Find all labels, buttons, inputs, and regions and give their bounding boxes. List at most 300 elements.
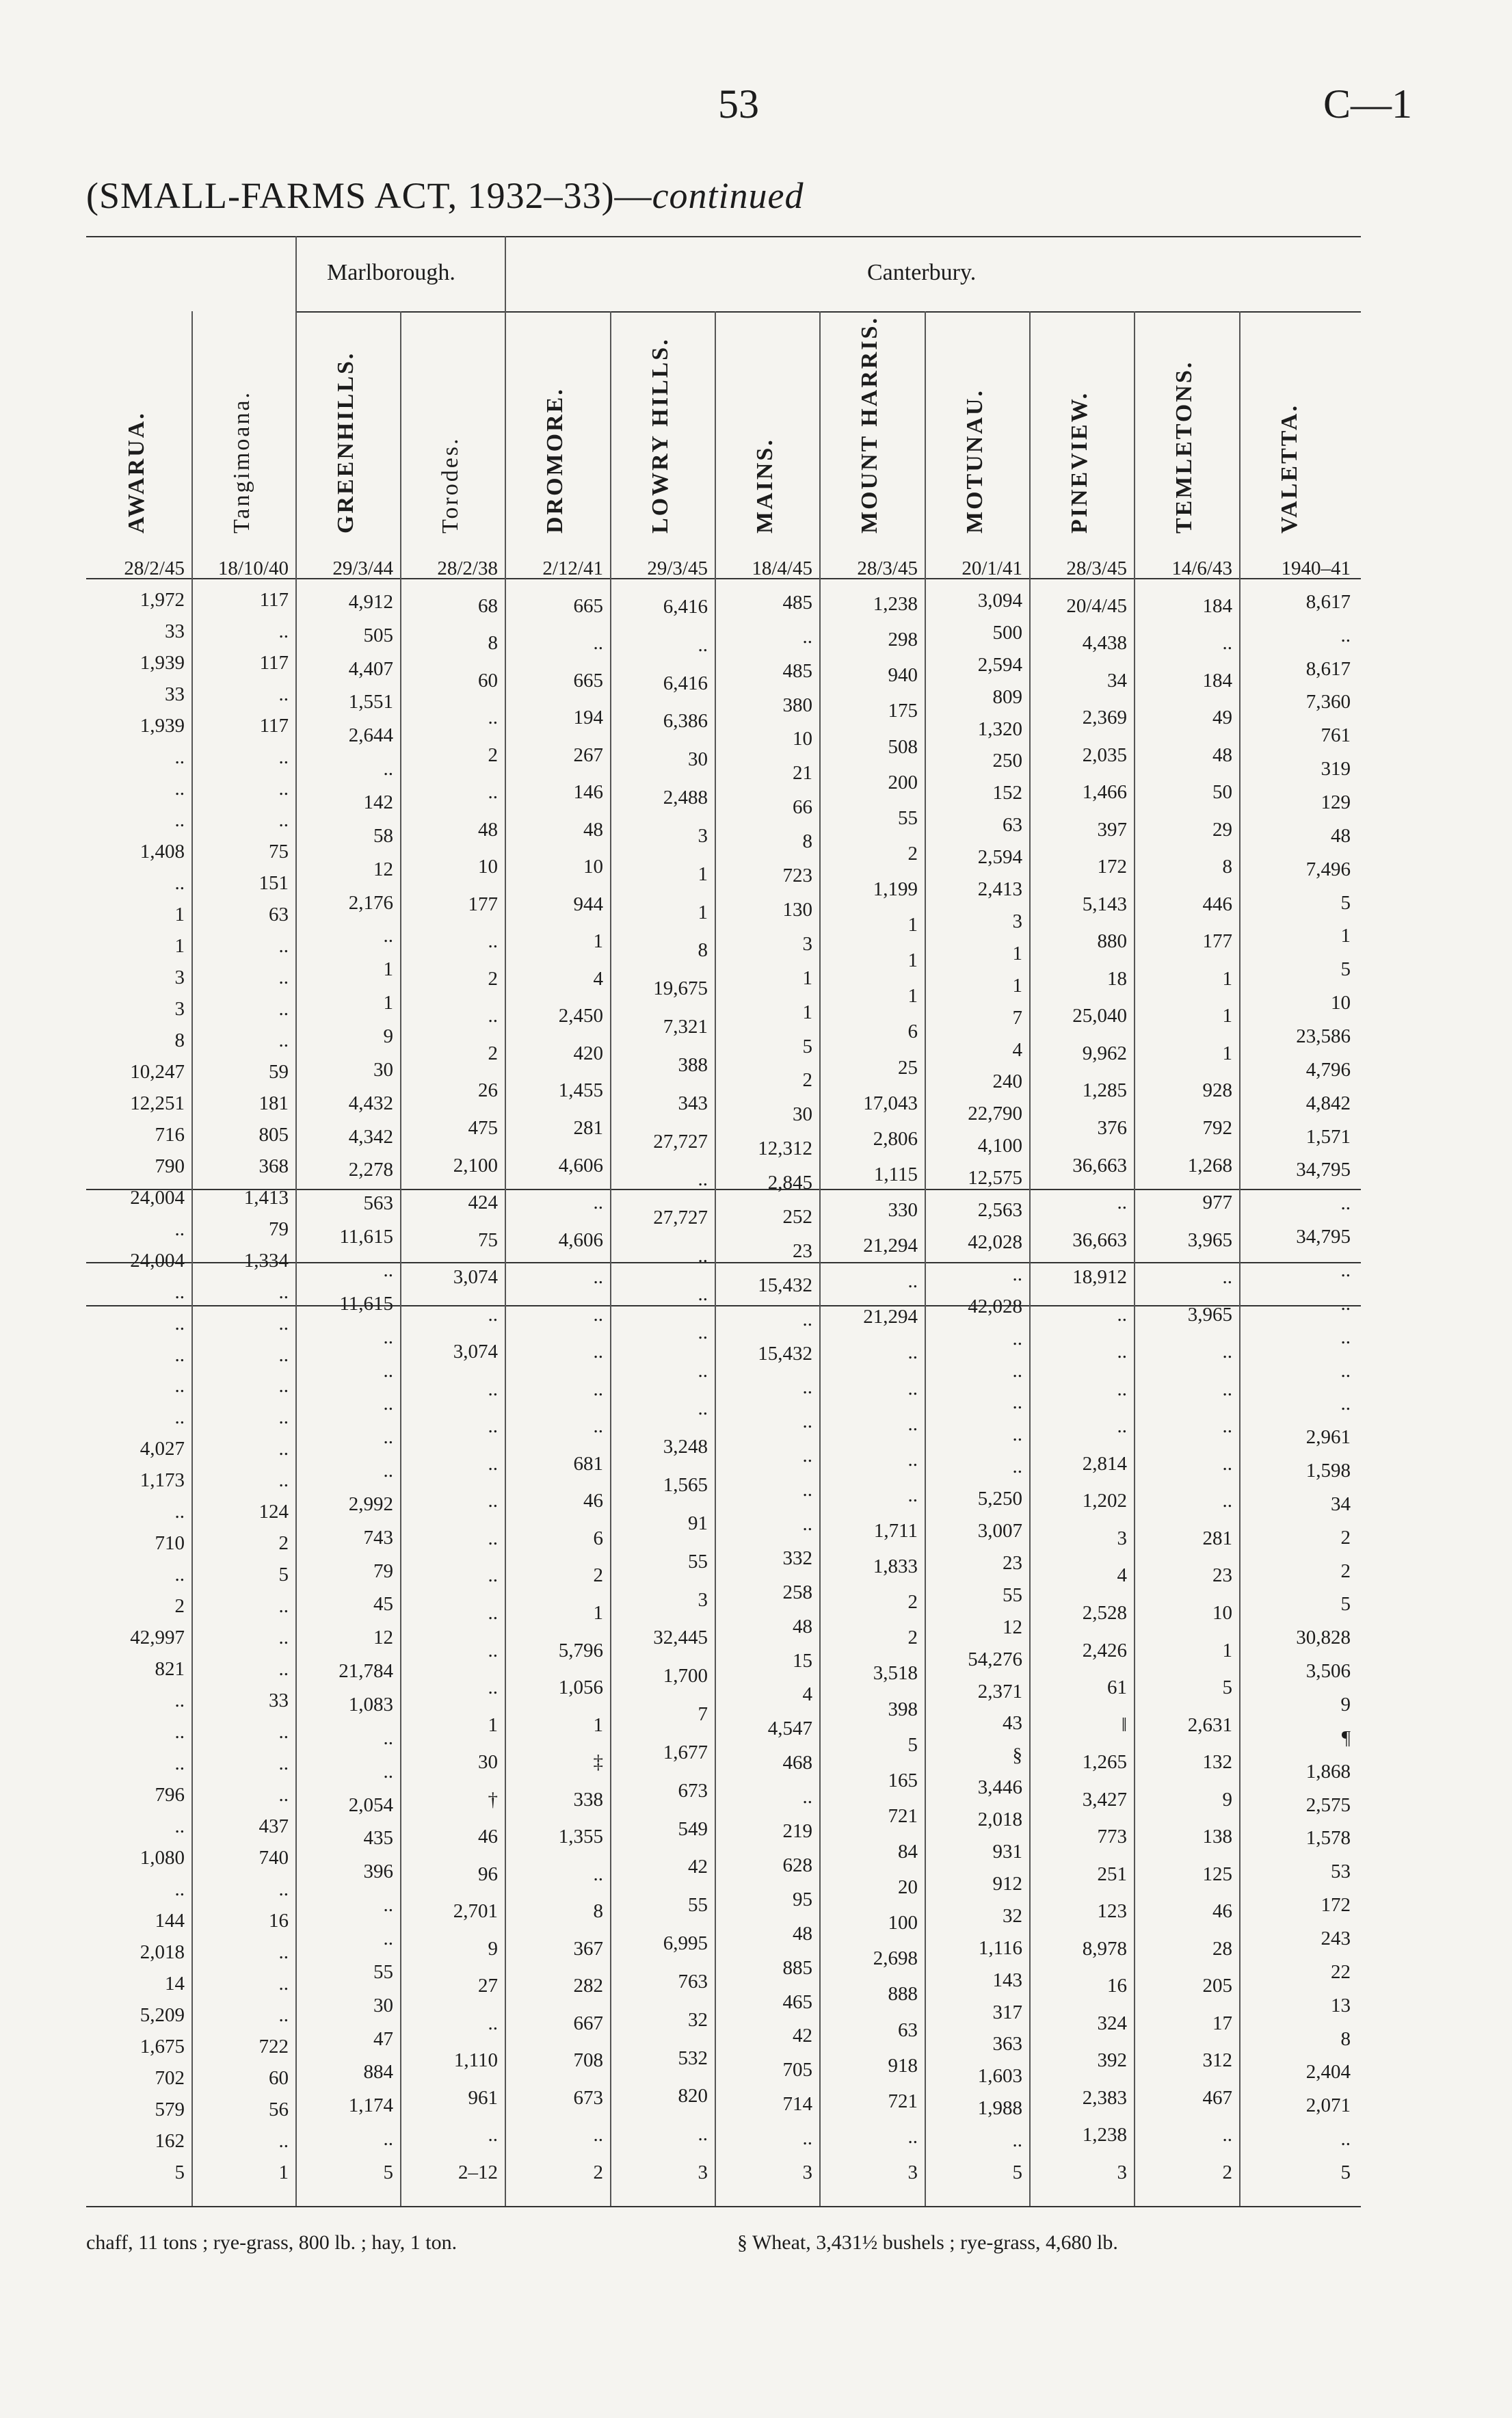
column-header-7: MOUNT HARRIS.: [857, 316, 882, 534]
table-cell: 4,100: [977, 1135, 1022, 1157]
table-cell: 61: [1107, 1677, 1127, 1698]
table-cell: 56: [269, 2099, 289, 2120]
table-cell: 2: [907, 1627, 918, 1648]
table-cell: 42,028: [968, 1231, 1022, 1253]
table-cell: 2: [488, 1042, 498, 1064]
table-cell: 3: [1117, 2161, 1127, 2183]
table-cell: 505: [363, 625, 393, 646]
table-cell: 4,842: [1305, 1092, 1351, 1114]
footnote-left: chaff, 11 tons ; rye-grass, 800 lb. ; hay, 1 ton.: [86, 2231, 457, 2254]
table-cell: 29/3/44: [332, 557, 393, 579]
table-cell: 13: [1331, 1995, 1351, 2016]
table-cell: 117: [259, 589, 289, 611]
table-cell: ..: [174, 1878, 185, 1900]
table-cell: 977: [1202, 1192, 1232, 1213]
table-cell: 1: [593, 1714, 603, 1736]
table-cell: 665: [573, 670, 603, 692]
table-cell: 4,606: [558, 1155, 603, 1177]
table-cell: ..: [278, 1344, 289, 1366]
table-cell: 673: [678, 1780, 708, 1802]
table-cell: ..: [1340, 1326, 1351, 1348]
table-cell: 194: [573, 707, 603, 728]
table-cell: 20: [898, 1876, 918, 1898]
table-cell: ..: [278, 2130, 289, 2152]
column-header-3: Torodes.: [438, 436, 463, 534]
table-cell: 16: [269, 1910, 289, 1932]
table-cell: 435: [363, 1827, 393, 1849]
table-cell: 100: [888, 1912, 918, 1934]
table-cell: 63: [898, 2019, 918, 2041]
table-cell: 63: [269, 904, 289, 925]
table-cell: ..: [593, 1192, 603, 1213]
table-cell: 2,528: [1082, 1602, 1127, 1624]
table-cell: 55: [688, 1551, 708, 1573]
table-cell: ..: [907, 1449, 918, 1471]
table-cell: 1,199: [873, 878, 918, 900]
table-cell: ..: [278, 967, 289, 988]
table-cell: 2,814: [1082, 1453, 1127, 1475]
table-cell: 2,054: [348, 1794, 393, 1816]
table-cell: ..: [383, 758, 393, 780]
table-cell: 6: [907, 1021, 918, 1042]
table-cell: 47: [373, 2028, 393, 2050]
table-cell: 142: [363, 791, 393, 813]
table-cell: 18/4/45: [752, 557, 812, 579]
table-cell: ..: [1012, 1328, 1022, 1350]
title-suffix: continued: [652, 175, 804, 216]
table-cell: ..: [488, 930, 498, 952]
table-cell: 10: [583, 856, 603, 878]
table-cell: 1: [1222, 968, 1232, 990]
table-cell: ..: [593, 2124, 603, 2146]
table-cell: 1,455: [558, 1079, 603, 1101]
table-cell: 1,677: [663, 1742, 708, 1763]
table-cell: 48: [1212, 744, 1232, 766]
table-cell: 5: [1340, 892, 1351, 914]
table-cell: 12: [373, 1627, 393, 1648]
table-cell: 1: [907, 914, 918, 936]
table-cell: 219: [782, 1820, 812, 1842]
table-cell: ..: [278, 620, 289, 642]
table-cell: ..: [383, 1928, 393, 1949]
table-cell: 18,912: [1072, 1266, 1127, 1288]
table-cell: 21,294: [863, 1306, 918, 1328]
table-cell: 312: [1202, 2049, 1232, 2071]
table-cell: ..: [174, 1313, 185, 1335]
table-cell: 467: [1202, 2087, 1232, 2109]
table-cell: ..: [698, 634, 708, 656]
table-cell: ..: [488, 1453, 498, 1475]
table-cell: ..: [1222, 1415, 1232, 1437]
table-cell: 397: [1097, 819, 1127, 841]
table-cell: 2: [488, 968, 498, 990]
table-cell: ..: [1012, 2129, 1022, 2151]
table-cell: ..: [488, 1304, 498, 1326]
table-cell: 1: [698, 863, 708, 885]
table-cell: 1,116: [978, 1937, 1022, 1959]
table-cell: 1,578: [1305, 1827, 1351, 1849]
table-cell: 17: [1212, 2012, 1232, 2034]
table-cell: 184: [1202, 595, 1232, 617]
table-cell: 29/3/45: [647, 557, 708, 579]
table-cell: 6,386: [663, 710, 708, 732]
table-cell: 22,790: [968, 1103, 1022, 1125]
table-cell: ..: [802, 1513, 812, 1535]
table-cell: 343: [678, 1092, 708, 1114]
table-cell: ..: [1012, 1456, 1022, 1477]
table-cell: 48: [793, 1616, 812, 1638]
table-cell: ..: [174, 1752, 185, 1774]
table-cell: 2: [593, 1564, 603, 1586]
table-cell: 3: [174, 998, 185, 1020]
table-cell: 29: [1212, 819, 1232, 841]
table-cell: 1: [383, 992, 393, 1014]
table-cell: 667: [573, 2012, 603, 2034]
table-cell: 2: [1340, 1527, 1351, 1549]
table-cell: ..: [174, 1375, 185, 1397]
table-cell: ..: [698, 1283, 708, 1305]
table-cell: 1: [907, 985, 918, 1007]
rule-top: [86, 236, 1361, 237]
table-cell: ..: [1222, 1453, 1232, 1475]
column-header-0: AWARUA.: [124, 411, 149, 534]
table-cell: ..: [383, 2128, 393, 2150]
table-cell: 1: [802, 967, 812, 989]
table-cell: 34,795: [1296, 1226, 1351, 1248]
table-cell: 2,701: [453, 1900, 498, 1922]
table-cell: ..: [488, 707, 498, 728]
table-cell: 8: [698, 939, 708, 961]
table-cell: 36,663: [1072, 1155, 1127, 1177]
column-header-1: Tangimoana.: [229, 390, 254, 534]
table-cell: 68: [478, 595, 498, 617]
table-cell: 1: [1222, 1042, 1232, 1064]
table-cell: 2,426: [1082, 1640, 1127, 1661]
table-cell: 2,450: [558, 1005, 603, 1027]
table-cell: 10: [1331, 992, 1351, 1014]
table-cell: 24,004: [130, 1250, 185, 1272]
table-cell: 1,551: [348, 691, 393, 713]
table-cell: 91: [688, 1512, 708, 1534]
table-cell: 175: [888, 700, 918, 722]
table-cell: 3: [698, 825, 708, 847]
table-cell: 3,074: [453, 1341, 498, 1363]
group-canterbury: Canterbury.: [867, 260, 977, 285]
table-cell: 33: [165, 620, 185, 642]
table-cell: ..: [593, 1378, 603, 1400]
table-cell: ..: [278, 1941, 289, 1963]
table-cell: 3,446: [977, 1776, 1022, 1798]
table-cell: 6,995: [663, 1932, 708, 1954]
table-cell: 26: [478, 1079, 498, 1101]
table-cell: ..: [907, 1341, 918, 1363]
table-cell: 7: [698, 1703, 708, 1725]
table-cell: 1,238: [1082, 2124, 1127, 2146]
table-cell: 30: [688, 748, 708, 770]
table-cell: 1,700: [663, 1665, 708, 1687]
table-cell: 5: [174, 2161, 185, 2183]
table-cell: ¶: [1341, 1727, 1351, 1749]
table-cell: ..: [488, 1640, 498, 1661]
table-cell: 7,496: [1305, 858, 1351, 880]
table-cell: ..: [278, 809, 289, 831]
table-cell: 152: [992, 782, 1022, 804]
table-cell: ..: [488, 1005, 498, 1027]
table-cell: 468: [782, 1752, 812, 1774]
table-cell: ..: [278, 1973, 289, 1995]
table-cell: 8,617: [1305, 591, 1351, 613]
table-cell: ..: [488, 1415, 498, 1437]
table-cell: 1,056: [558, 1677, 603, 1698]
table-cell: 11,615: [339, 1226, 393, 1248]
table-cell: 3,007: [977, 1520, 1022, 1542]
table-cell: 95: [793, 1889, 812, 1910]
table-cell: 2,992: [348, 1493, 393, 1515]
table-cell: ..: [1340, 1259, 1351, 1281]
table-cell: ..: [1340, 1293, 1351, 1315]
table-cell: 2,806: [873, 1128, 918, 1150]
table-cell: ..: [278, 998, 289, 1020]
table-cell: 8: [1222, 856, 1232, 878]
table-cell: 59: [269, 1061, 289, 1083]
table-cell: 673: [573, 2087, 603, 2109]
table-cell: ..: [1222, 632, 1232, 654]
table-cell: 5,796: [558, 1640, 603, 1661]
table-cell: ..: [1222, 2124, 1232, 2146]
table-cell: 681: [573, 1453, 603, 1475]
table-cell: 2: [802, 1069, 812, 1091]
table-cell: 2: [174, 1595, 185, 1617]
table-cell: 367: [573, 1938, 603, 1960]
table-cell: 21,784: [339, 1660, 393, 1682]
table-cell: 32: [688, 2009, 708, 2031]
table-cell: 2,100: [453, 1155, 498, 1177]
table-cell: ..: [1117, 1304, 1127, 1326]
table-cell: 940: [888, 664, 918, 686]
table-cell: 267: [573, 744, 603, 766]
table-cell: 8,978: [1082, 1938, 1127, 1960]
table-cell: ..: [1012, 1360, 1022, 1382]
table-cell: 485: [782, 660, 812, 682]
table-cell: ..: [174, 1501, 185, 1523]
table-cell: 5: [1340, 2161, 1351, 2183]
table-cell: ..: [802, 2127, 812, 2149]
table-cell: ..: [1340, 1192, 1351, 1214]
table-cell: 42,997: [130, 1627, 185, 1648]
table-cell: 3,248: [663, 1436, 708, 1458]
table-cell: ..: [907, 1378, 918, 1399]
table-cell: 2,176: [348, 892, 393, 914]
table-cell: 716: [155, 1124, 185, 1146]
table-cell: 33: [269, 1690, 289, 1711]
table-cell: 1,173: [140, 1469, 185, 1491]
vrule-11: [1239, 311, 1241, 2206]
table-cell: 53: [1331, 1861, 1351, 1882]
table-cell: ..: [174, 1815, 185, 1837]
table-cell: 1: [1012, 975, 1022, 997]
table-cell: ..: [593, 1341, 603, 1363]
table-cell: ..: [802, 1479, 812, 1501]
table-cell: 563: [363, 1192, 393, 1214]
table-cell: ..: [488, 1677, 498, 1698]
table-cell: 2,575: [1305, 1794, 1351, 1816]
table-cell: 23: [1212, 1564, 1232, 1586]
table-cell: ..: [278, 935, 289, 957]
table-cell: 138: [1202, 1826, 1232, 1848]
table-cell: 184: [1202, 670, 1232, 692]
table-cell: 27,727: [653, 1131, 708, 1153]
table-cell: ‡: [593, 1751, 603, 1773]
table-cell: 1: [278, 2161, 289, 2183]
table-cell: 1,202: [1082, 1490, 1127, 1512]
table-cell: 1,334: [243, 1250, 289, 1272]
table-cell: 931: [992, 1841, 1022, 1863]
table-cell: 4: [593, 968, 603, 990]
table-cell: 2,488: [663, 787, 708, 809]
table-cell: 48: [478, 819, 498, 841]
table-cell: ..: [1340, 1360, 1351, 1382]
table-cell: ..: [593, 632, 603, 654]
group-marlborough: Marlborough.: [327, 260, 455, 285]
table-cell: 3: [1012, 910, 1022, 932]
table-cell: 18/10/40: [217, 557, 289, 579]
vrule-7: [819, 311, 821, 2206]
table-cell: 549: [678, 1818, 708, 1840]
table-cell: ..: [278, 1878, 289, 1900]
table-cell: 1,320: [977, 718, 1022, 740]
table-cell: 172: [1321, 1894, 1351, 1916]
table-cell: 2,413: [977, 878, 1022, 900]
table-cell: ‖: [1121, 1714, 1127, 1736]
table-cell: 6,416: [663, 596, 708, 618]
table-cell: 5,143: [1082, 893, 1127, 915]
table-cell: 3,427: [1082, 1789, 1127, 1811]
table-cell: ..: [383, 1259, 393, 1281]
table-cell: ..: [278, 2004, 289, 2026]
table-cell: ..: [593, 1304, 603, 1326]
table-cell: 28/3/45: [857, 557, 918, 579]
table-cell: 1,083: [348, 1694, 393, 1716]
table-cell: 46: [583, 1490, 603, 1512]
table-cell: 23: [1003, 1552, 1022, 1574]
table-cell: 2,644: [348, 724, 393, 746]
table-cell: 2,371: [977, 1681, 1022, 1703]
table-cell: 820: [678, 2085, 708, 2107]
table-cell: 10,247: [130, 1061, 185, 1083]
table-cell: 9: [383, 1025, 393, 1047]
table-cell: 43: [1003, 1712, 1022, 1734]
table-cell: ..: [278, 1595, 289, 1617]
table-cell: 205: [1202, 1975, 1232, 1997]
table-cell: 761: [1321, 724, 1351, 746]
table-cell: 888: [888, 1983, 918, 2005]
table-cell: 2,018: [140, 1941, 185, 1963]
table-cell: 79: [269, 1218, 289, 1240]
table-cell: 55: [898, 807, 918, 829]
table-cell: 3: [174, 967, 185, 988]
table-cell: 32: [1003, 1905, 1022, 1927]
table-cell: 363: [992, 2033, 1022, 2055]
table-cell: 2,035: [1082, 744, 1127, 766]
table-cell: 1: [593, 1602, 603, 1624]
table-cell: 1,238: [873, 593, 918, 615]
table-cell: ..: [698, 1168, 708, 1190]
table-cell: 1,268: [1187, 1155, 1232, 1177]
table-cell: 884: [363, 2061, 393, 2083]
table-cell: 324: [1097, 2012, 1127, 2034]
table-cell: 437: [258, 1815, 289, 1837]
table-cell: 5: [1340, 1593, 1351, 1615]
table-cell: 2: [593, 2161, 603, 2183]
table-cell: 961: [468, 2087, 498, 2109]
vrule-6: [715, 311, 716, 2206]
table-cell: ..: [383, 1393, 393, 1415]
table-cell: 42,028: [968, 1296, 1022, 1317]
table-cell: †: [488, 1789, 498, 1811]
table-cell: 12,251: [130, 1092, 185, 1114]
table-cell: 55: [688, 1894, 708, 1916]
table-cell: 79: [373, 1560, 393, 1582]
table-cell: 46: [1212, 1900, 1232, 1922]
table-cell: ..: [1340, 625, 1351, 646]
table-cell: 3: [802, 2161, 812, 2183]
table-cell: 628: [782, 1854, 812, 1876]
vrule-10: [1134, 311, 1135, 2206]
table-cell: 4,547: [767, 1718, 812, 1739]
table-cell: 240: [992, 1070, 1022, 1092]
table-cell: 4: [1012, 1039, 1022, 1061]
table-cell: 579: [155, 2099, 185, 2120]
table-cell: ..: [174, 809, 185, 831]
table-cell: 125: [1202, 1863, 1232, 1885]
table-cell: 30,828: [1296, 1627, 1351, 1648]
table-cell: 27: [478, 1975, 498, 1997]
table-cell: 1,080: [140, 1847, 185, 1869]
table-cell: ..: [488, 1564, 498, 1586]
table-cell: ..: [907, 2126, 918, 2148]
table-cell: ..: [278, 1627, 289, 1648]
table-cell: 30: [793, 1103, 812, 1125]
table-cell: 1,598: [1305, 1460, 1351, 1482]
column-header-8: MOTUNAU.: [962, 389, 987, 534]
table-cell: ..: [907, 1413, 918, 1435]
table-cell: ..: [698, 1360, 708, 1382]
table-cell: 177: [1202, 930, 1232, 952]
table-cell: 2: [278, 1532, 289, 1554]
table-cell: 398: [888, 1698, 918, 1720]
table-cell: ..: [1117, 1192, 1127, 1213]
column-header-10: TEMLETONS.: [1171, 360, 1197, 534]
table-cell: 24,004: [130, 1187, 185, 1209]
table-cell: ..: [278, 1375, 289, 1397]
table-cell: 34: [1107, 670, 1127, 692]
table-cell: 60: [269, 2067, 289, 2089]
table-cell: 708: [573, 2049, 603, 2071]
table-cell: 25,040: [1072, 1005, 1127, 1027]
table-cell: 705: [782, 2059, 812, 2081]
table-cell: ..: [278, 1784, 289, 1806]
table-cell: 10: [1212, 1602, 1232, 1624]
table-cell: ..: [1117, 1341, 1127, 1363]
table-cell: 143: [992, 1969, 1022, 1991]
table-cell: 380: [782, 694, 812, 716]
table-cell: ..: [1012, 1263, 1022, 1285]
table-cell: 918: [888, 2055, 918, 2077]
table-cell: 1,466: [1082, 781, 1127, 803]
table-cell: 2/12/41: [542, 557, 603, 579]
table-cell: 8,617: [1305, 658, 1351, 680]
table-cell: 3: [1117, 1527, 1127, 1549]
